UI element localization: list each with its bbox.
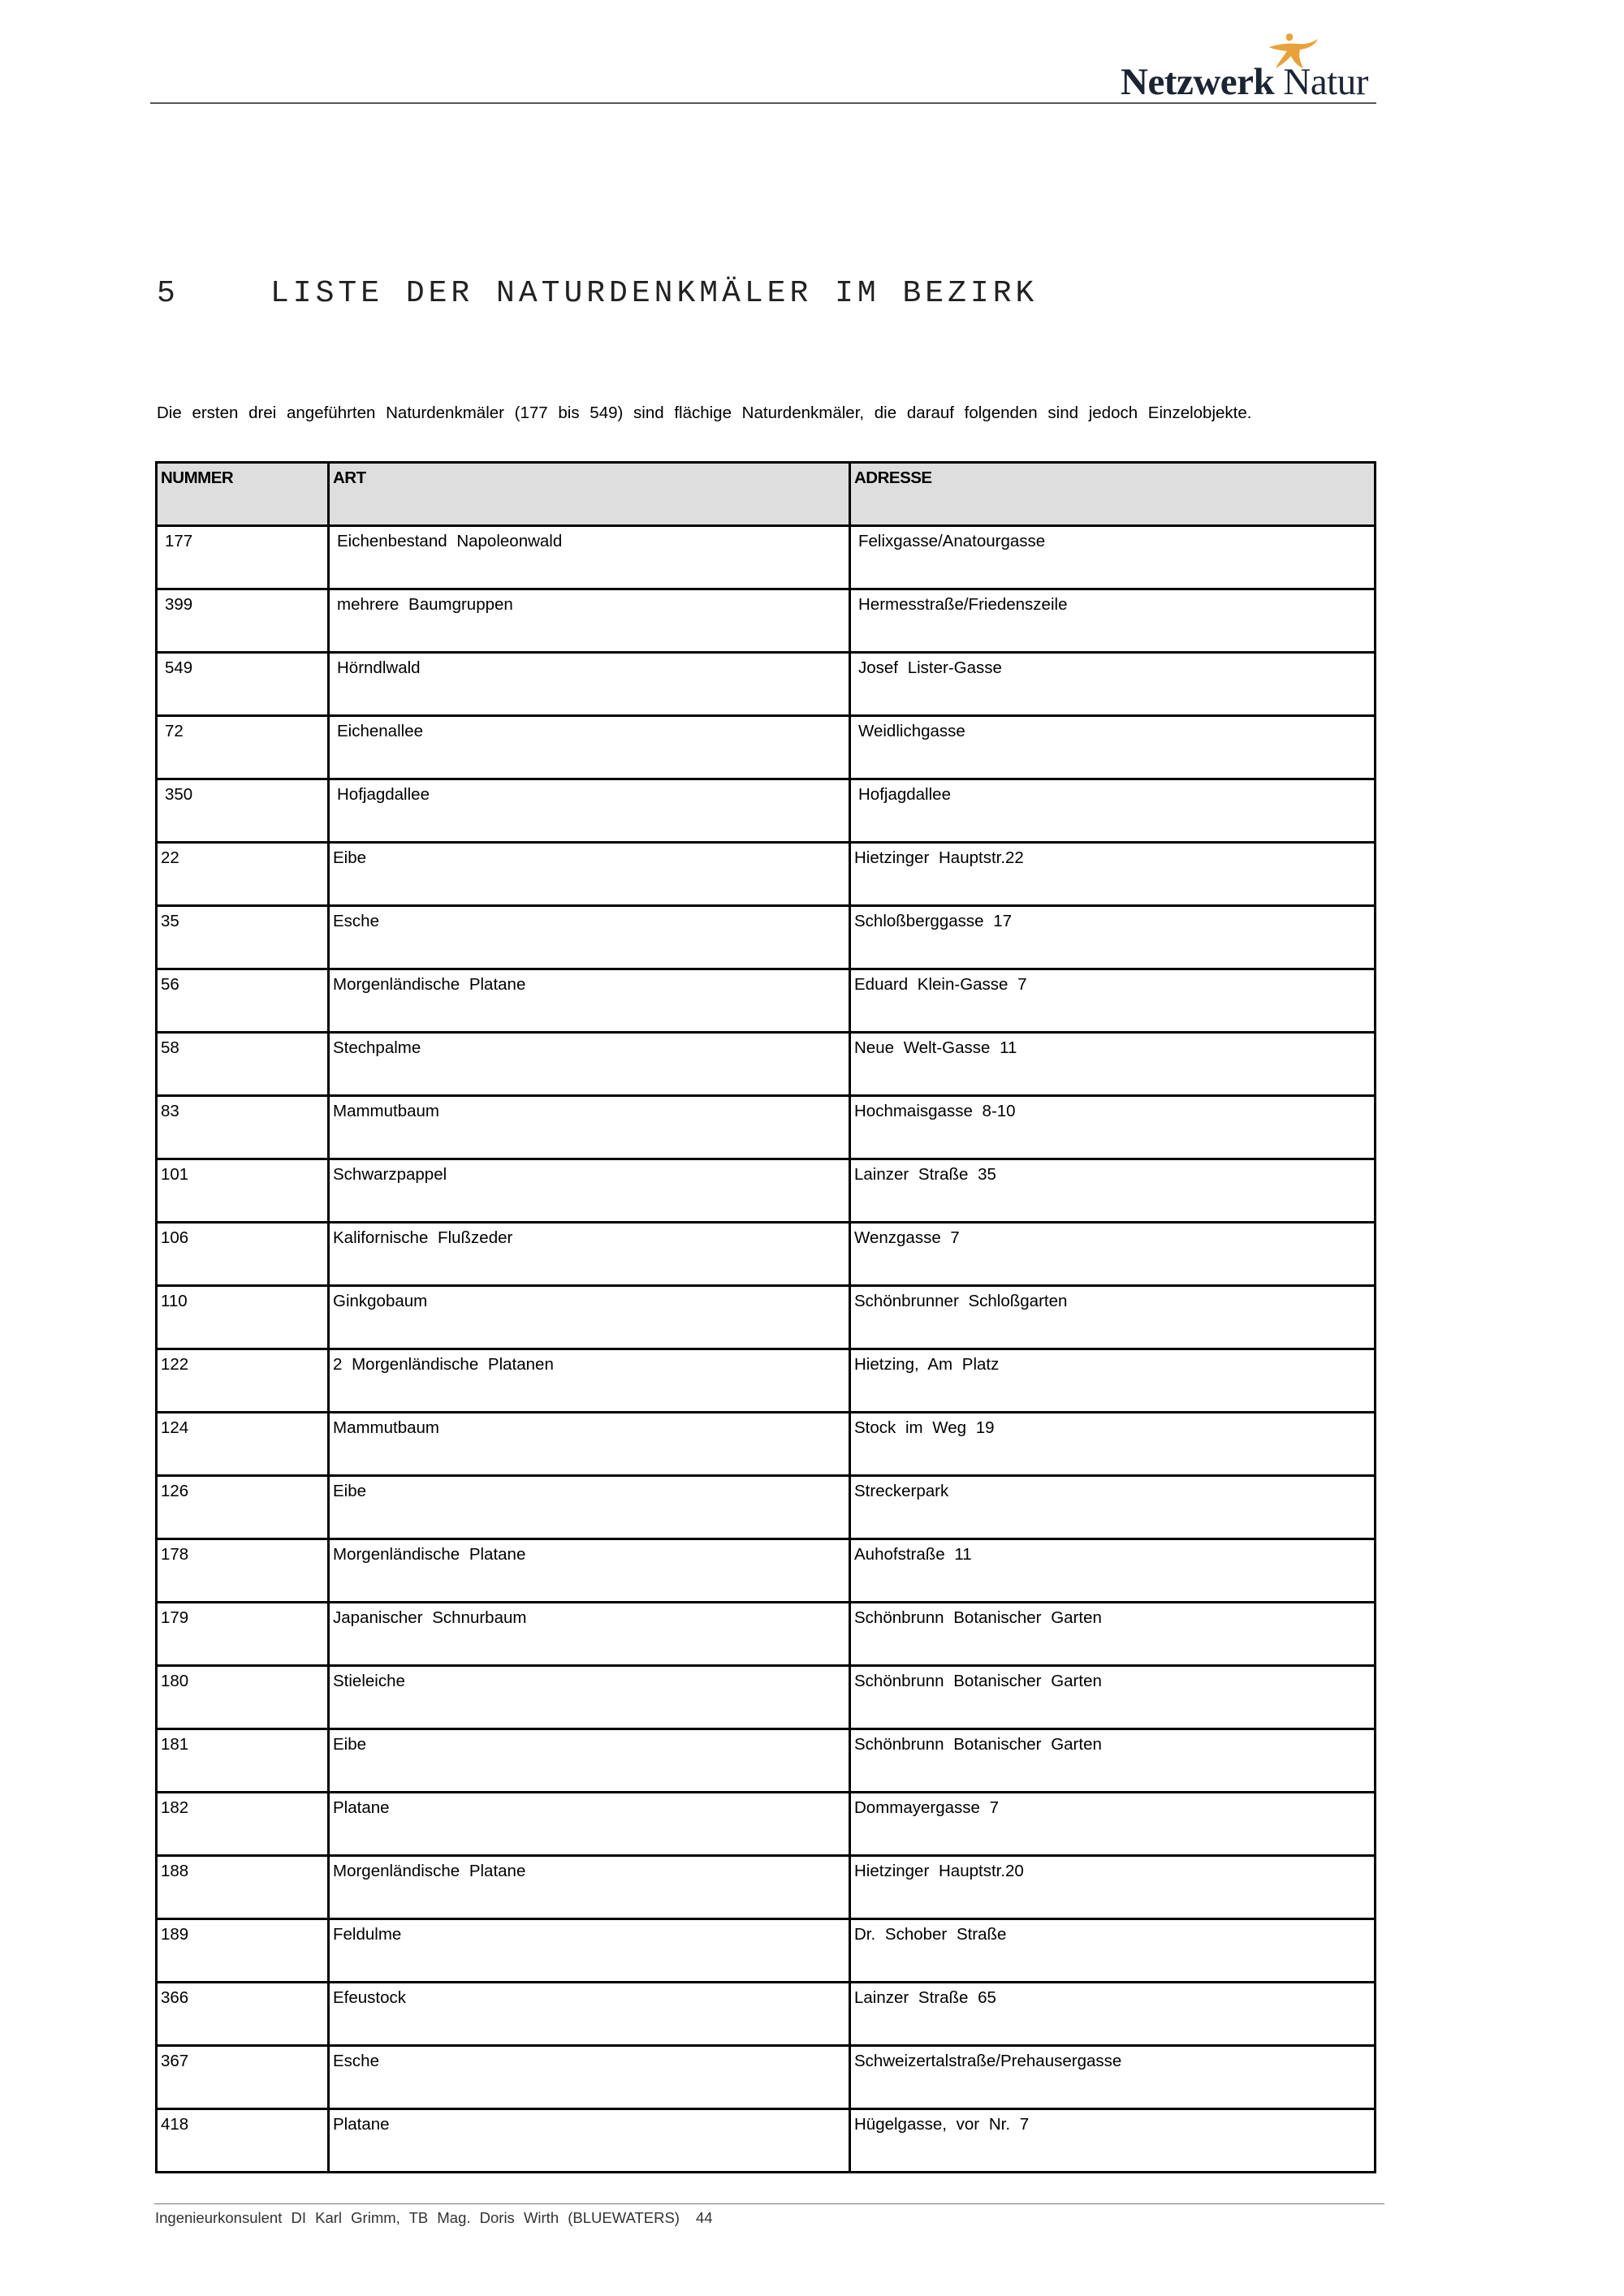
cell-art: Feldulme (329, 1919, 850, 1983)
table-row (157, 1413, 1376, 1476)
cell-nummer: 177 (157, 526, 329, 589)
netzwerk-natur-logo (1121, 31, 1380, 101)
logo-wordmark: Netzwerk Natur (1121, 61, 1368, 103)
table-row (157, 589, 1376, 653)
cell-adresse: Felixgasse/Anatourgasse (850, 526, 1376, 589)
cell-nummer: 122 (157, 1349, 329, 1413)
cell-art: Esche (329, 2046, 850, 2109)
table-row (157, 1286, 1376, 1349)
table-row (157, 1159, 1376, 1223)
table-row (157, 1729, 1376, 1793)
table-row (157, 969, 1376, 1033)
cell-adresse: Lainzer Straße 35 (850, 1159, 1376, 1223)
table-row (157, 526, 1376, 589)
cell-nummer: 188 (157, 1856, 329, 1919)
table-row (157, 1793, 1376, 1856)
table-row (157, 1983, 1376, 2046)
cell-nummer: 189 (157, 1919, 329, 1983)
cell-adresse: Dr. Schober Straße (850, 1919, 1376, 1983)
intro-paragraph: Die ersten drei angeführten Naturdenkmäler (177 bis 549) sind flächige Naturdenkmäler, die darauf folgenden sind jedoch Einzelobjekte. (157, 404, 1252, 422)
cell-adresse: Schönbrunn Botanischer Garten (850, 1603, 1376, 1666)
table-row (157, 1919, 1376, 1983)
cell-adresse: Wenzgasse 7 (850, 1223, 1376, 1286)
header-divider (150, 102, 1376, 104)
cell-art: Platane (329, 2109, 850, 2173)
cell-adresse: Lainzer Straße 65 (850, 1983, 1376, 2046)
cell-art: Japanischer Schnurbaum (329, 1603, 850, 1666)
table-row (157, 1033, 1376, 1096)
section-number: 5 (157, 276, 179, 311)
table-body (157, 526, 1376, 2173)
cell-art: Schwarzpappel (329, 1159, 850, 1223)
cell-art: Mammutbaum (329, 1413, 850, 1476)
cell-art: Eibe (329, 843, 850, 906)
cell-art: Ginkgobaum (329, 1286, 850, 1349)
cell-art: mehrere Baumgruppen (329, 589, 850, 653)
table-row (157, 1096, 1376, 1159)
cell-nummer: 181 (157, 1729, 329, 1793)
footer-divider (154, 2203, 1384, 2204)
cell-art: Platane (329, 1793, 850, 1856)
cell-nummer: 106 (157, 1223, 329, 1286)
cell-adresse: Weidlichgasse (850, 716, 1376, 779)
cell-art: Stieleiche (329, 1666, 850, 1729)
cell-nummer: 549 (157, 653, 329, 716)
cell-adresse: Josef Lister-Gasse (850, 653, 1376, 716)
section-heading (157, 276, 1038, 311)
cell-nummer: 399 (157, 589, 329, 653)
cell-art: Morgenländische Platane (329, 1539, 850, 1603)
cell-adresse: Auhofstraße 11 (850, 1539, 1376, 1603)
cell-adresse: Hügelgasse, vor Nr. 7 (850, 2109, 1376, 2173)
table-row (157, 2046, 1376, 2109)
table-row (157, 2109, 1376, 2173)
cell-adresse: Stock im Weg 19 (850, 1413, 1376, 1476)
cell-nummer: 182 (157, 1793, 329, 1856)
table-row (157, 843, 1376, 906)
cell-nummer: 101 (157, 1159, 329, 1223)
cell-art: Eichenallee (329, 716, 850, 779)
cell-art: Eibe (329, 1729, 850, 1793)
cell-adresse: Hietzinger Hauptstr.20 (850, 1856, 1376, 1919)
cell-nummer: 110 (157, 1286, 329, 1349)
table-row (157, 1666, 1376, 1729)
section-title: LISTE DER NATURDENKMÄLER IM BEZIRK (270, 276, 1039, 311)
page-footer (155, 2209, 713, 2227)
page-number: 44 (695, 2209, 713, 2226)
column-header-nummer: NUMMER (157, 463, 329, 526)
cell-art: Morgenländische Platane (329, 1856, 850, 1919)
cell-adresse: Schönbrunn Botanischer Garten (850, 1666, 1376, 1729)
table-row (157, 1223, 1376, 1286)
table-row (157, 1476, 1376, 1539)
table-header-row (157, 463, 1376, 526)
cell-art: Esche (329, 906, 850, 969)
cell-art: Stechpalme (329, 1033, 850, 1096)
cell-nummer: 124 (157, 1413, 329, 1476)
cell-art: 2 Morgenländische Platanen (329, 1349, 850, 1413)
footer-author: Ingenieurkonsulent DI Karl Grimm, TB Mag. Doris Wirth (BLUEWATERS) (155, 2209, 680, 2226)
cell-adresse: Hietzing, Am Platz (850, 1349, 1376, 1413)
cell-adresse: Dommayergasse 7 (850, 1793, 1376, 1856)
cell-nummer: 178 (157, 1539, 329, 1603)
cell-art: Efeustock (329, 1983, 850, 2046)
column-header-adresse: ADRESSE (850, 463, 1376, 526)
cell-nummer: 350 (157, 779, 329, 843)
table-row (157, 1856, 1376, 1919)
cell-art: Kalifornische Flußzeder (329, 1223, 850, 1286)
cell-nummer: 180 (157, 1666, 329, 1729)
table-row (157, 1603, 1376, 1666)
cell-nummer: 58 (157, 1033, 329, 1096)
cell-nummer: 179 (157, 1603, 329, 1666)
cell-art: Morgenländische Platane (329, 969, 850, 1033)
cell-nummer: 22 (157, 843, 329, 906)
cell-adresse: Streckerpark (850, 1476, 1376, 1539)
cell-adresse: Neue Welt-Gasse 11 (850, 1033, 1376, 1096)
cell-nummer: 72 (157, 716, 329, 779)
table-row (157, 1539, 1376, 1603)
table-row (157, 779, 1376, 843)
cell-nummer: 418 (157, 2109, 329, 2173)
cell-nummer: 35 (157, 906, 329, 969)
cell-adresse: Hermesstraße/Friedenszeile (850, 589, 1376, 653)
table-row (157, 906, 1376, 969)
cell-adresse: Schönbrunner Schloßgarten (850, 1286, 1376, 1349)
cell-nummer: 56 (157, 969, 329, 1033)
cell-nummer: 126 (157, 1476, 329, 1539)
cell-art: Hofjagdallee (329, 779, 850, 843)
cell-art: Eichenbestand Napoleonwald (329, 526, 850, 589)
naturdenkmal-table (155, 461, 1376, 2173)
cell-nummer: 367 (157, 2046, 329, 2109)
cell-nummer: 83 (157, 1096, 329, 1159)
cell-adresse: Hofjagdallee (850, 779, 1376, 843)
table-row (157, 1349, 1376, 1413)
cell-nummer: 366 (157, 1983, 329, 2046)
column-header-art: ART (329, 463, 850, 526)
table-row (157, 653, 1376, 716)
cell-adresse: Schloßberggasse 17 (850, 906, 1376, 969)
cell-art: Hörndlwald (329, 653, 850, 716)
cell-adresse: Schönbrunn Botanischer Garten (850, 1729, 1376, 1793)
cell-adresse: Eduard Klein-Gasse 7 (850, 969, 1376, 1033)
cell-adresse: Hietzinger Hauptstr.22 (850, 843, 1376, 906)
cell-art: Eibe (329, 1476, 850, 1539)
table-row (157, 716, 1376, 779)
cell-art: Mammutbaum (329, 1096, 850, 1159)
cell-adresse: Hochmaisgasse 8-10 (850, 1096, 1376, 1159)
cell-adresse: Schweizertalstraße/Prehausergasse (850, 2046, 1376, 2109)
